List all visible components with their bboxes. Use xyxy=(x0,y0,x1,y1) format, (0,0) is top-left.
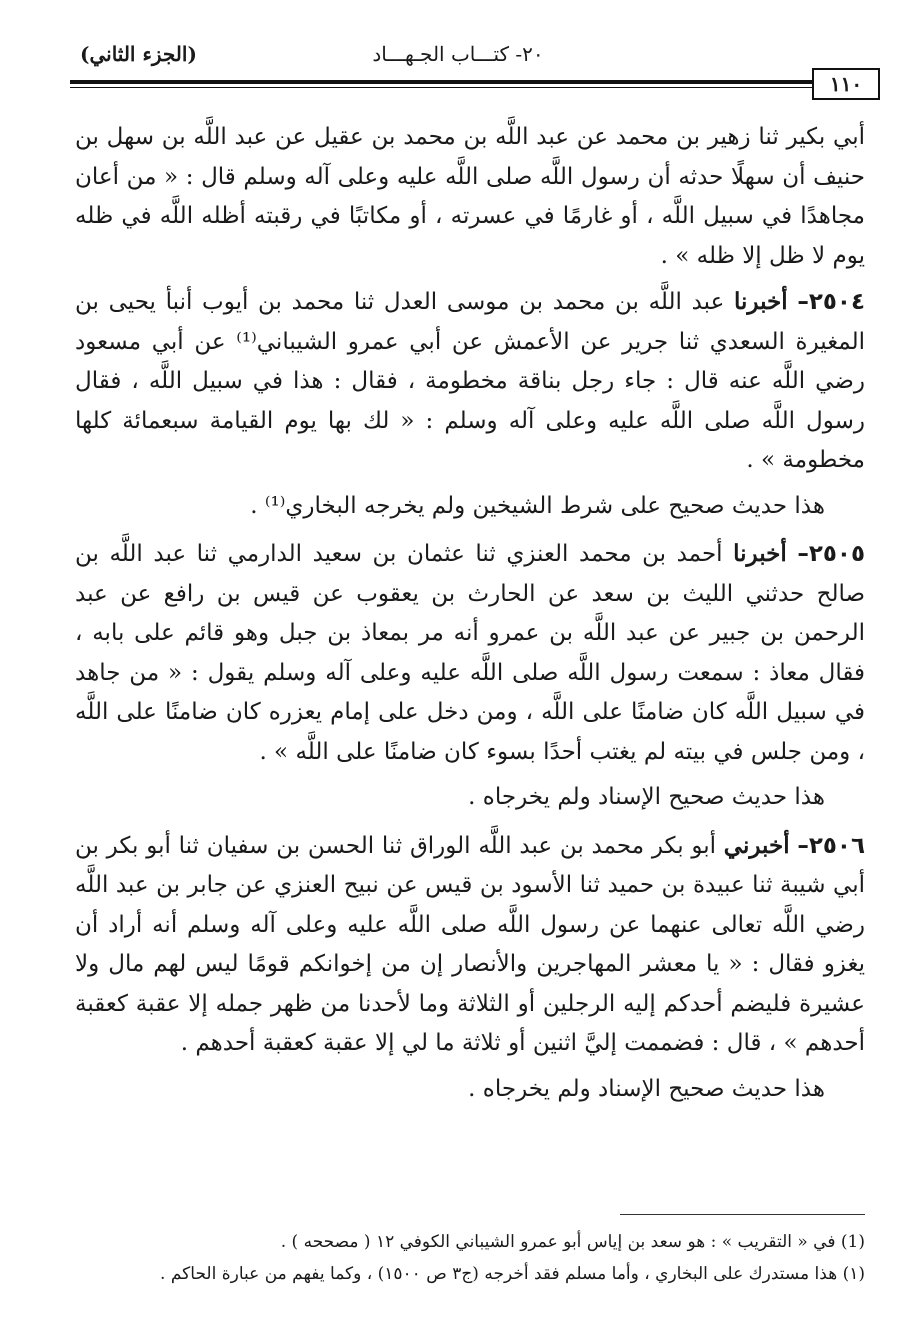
main-text xyxy=(75,118,865,1117)
footnote: (1) في « التقريب » : هو سعد بن إياس أبو عمرو الشيباني الكوفي ١٢ ( مصححه ) . xyxy=(280,1232,865,1252)
header-rule-thick xyxy=(70,80,846,84)
hadith-grading: هذا حديث صحيح الإسناد ولم يخرجاه . xyxy=(468,1075,825,1102)
hadith-text: عبد اللَّه بن محمد بن موسى العدل ثنا محمد بن أيوب أنبأ يحيى بن المغيرة السعدي ثنا جرير عن الأعمش عن أبي عمرو الشيباني⁽¹⁾ عن أبي مسعود رضي اللَّه عنه قال : جاء رجل بناقة مخطومة ، فقال : هذا في سبيل اللَّه ، فقال رسول اللَّه صلى اللَّه عليه وعلى آله وسلم : « لك بها يوم القيامة سبعمائة كلها مخطومة » . xyxy=(75,289,865,473)
hadith-lead: أخبرنا xyxy=(734,288,788,315)
hadith-number: ٢٥٠٦– xyxy=(797,832,865,859)
hadith-number: ٢٥٠٥– xyxy=(797,541,865,567)
volume-label: (الجزء الثاني) xyxy=(80,42,197,66)
hadith-grading: هذا حديث صحيح الإسناد ولم يخرجاه . xyxy=(468,784,825,810)
hadith-lead: أخبرنا xyxy=(733,540,787,567)
hadith-text: أحمد بن محمد العنزي ثنا عثمان بن سعيد الدارمي ثنا عبد اللَّه بن صالح حدثني الليث بن سعد عن الحارث بن يعقوب عن قيس بن رافع عن عبد الرحمن بن جبير عن عبد اللَّه بن عمرو أنه مر بمعاذ بن جبل وهو قائم على بابه ، فقال معاذ : سمعت رسول اللَّه صلى اللَّه عليه وعلى آله وسلم يقول : « من جاهد في سبيل اللَّه كان ضامنًا على اللَّه ، ومن دخل على إمام يعزره كان ضامنًا على اللَّه ، ومن جلس في بيته لم يغتب أحدًا بسوء كان ضامنًا على اللَّه » . xyxy=(75,541,865,765)
footnote-separator xyxy=(620,1214,865,1215)
page-number: ١١٠ xyxy=(812,68,880,100)
hadith-2505 xyxy=(75,534,865,772)
continuation-paragraph: أبي بكير ثنا زهير بن محمد عن عبد اللَّه بن محمد بن عقيل عن عبد اللَّه بن سهل بن حنيف أن سهلًا حدثه أن رسول اللَّه صلى اللَّه عليه وعلى آله وسلم قال : « من أعان مجاهدًا في سبيل اللَّه ، أو غارمًا في عسرته ، أو مكاتبًا في رقبته أظله اللَّه في ظله يوم لا ظل إلا ظله » . xyxy=(75,124,865,269)
header-rule-thin xyxy=(70,87,846,88)
hadith-2504 xyxy=(75,282,865,481)
hadith-number: ٢٥٠٤– xyxy=(797,289,866,315)
running-head xyxy=(70,40,846,74)
hadith-text: أبو بكر محمد بن عبد اللَّه الوراق ثنا الحسن بن سفيان ثنا أبو بكر بن أبي شيبة ثنا عبيدة بن حميد ثنا الأسود بن قيس عن نبيح العنزي عن جابر بن عبد اللَّه رضي اللَّه تعالى عنهما عن رسول اللَّه صلى اللَّه عليه وعلى آله وسلم أنه أراد أن يغزو فقال : « يا معشر المهاجرين والأنصار إن من إخوانكم قومًا ليس لهم مال ولا عشيرة فليضم أحدكم إليه الرجلين أو الثلاثة وما لأحدنا من ظهر جمله إلا عقبة كعقبة أحدهم » ، قال : فضممت إليَّ اثنين أو ثلاثة ما لي إلا عقبة كعقبة أحدهم . xyxy=(75,832,865,1056)
chapter-title: ٢٠- كتـــاب الجـهـــاد xyxy=(372,42,544,66)
hadith-lead: أخبرني xyxy=(723,831,790,859)
hadith-grading: هذا حديث صحيح على شرط الشيخين ولم يخرجه البخاري⁽¹⁾ . xyxy=(250,492,825,519)
footnotes xyxy=(75,1226,865,1290)
footnote: (١) هذا مستدرك على البخاري ، وأما مسلم فقد أخرجه (ج٣ ص ١٥٠٠) ، وكما يفهم من عبارة الحاكم . xyxy=(160,1264,865,1284)
hadith-2506 xyxy=(75,826,865,1064)
